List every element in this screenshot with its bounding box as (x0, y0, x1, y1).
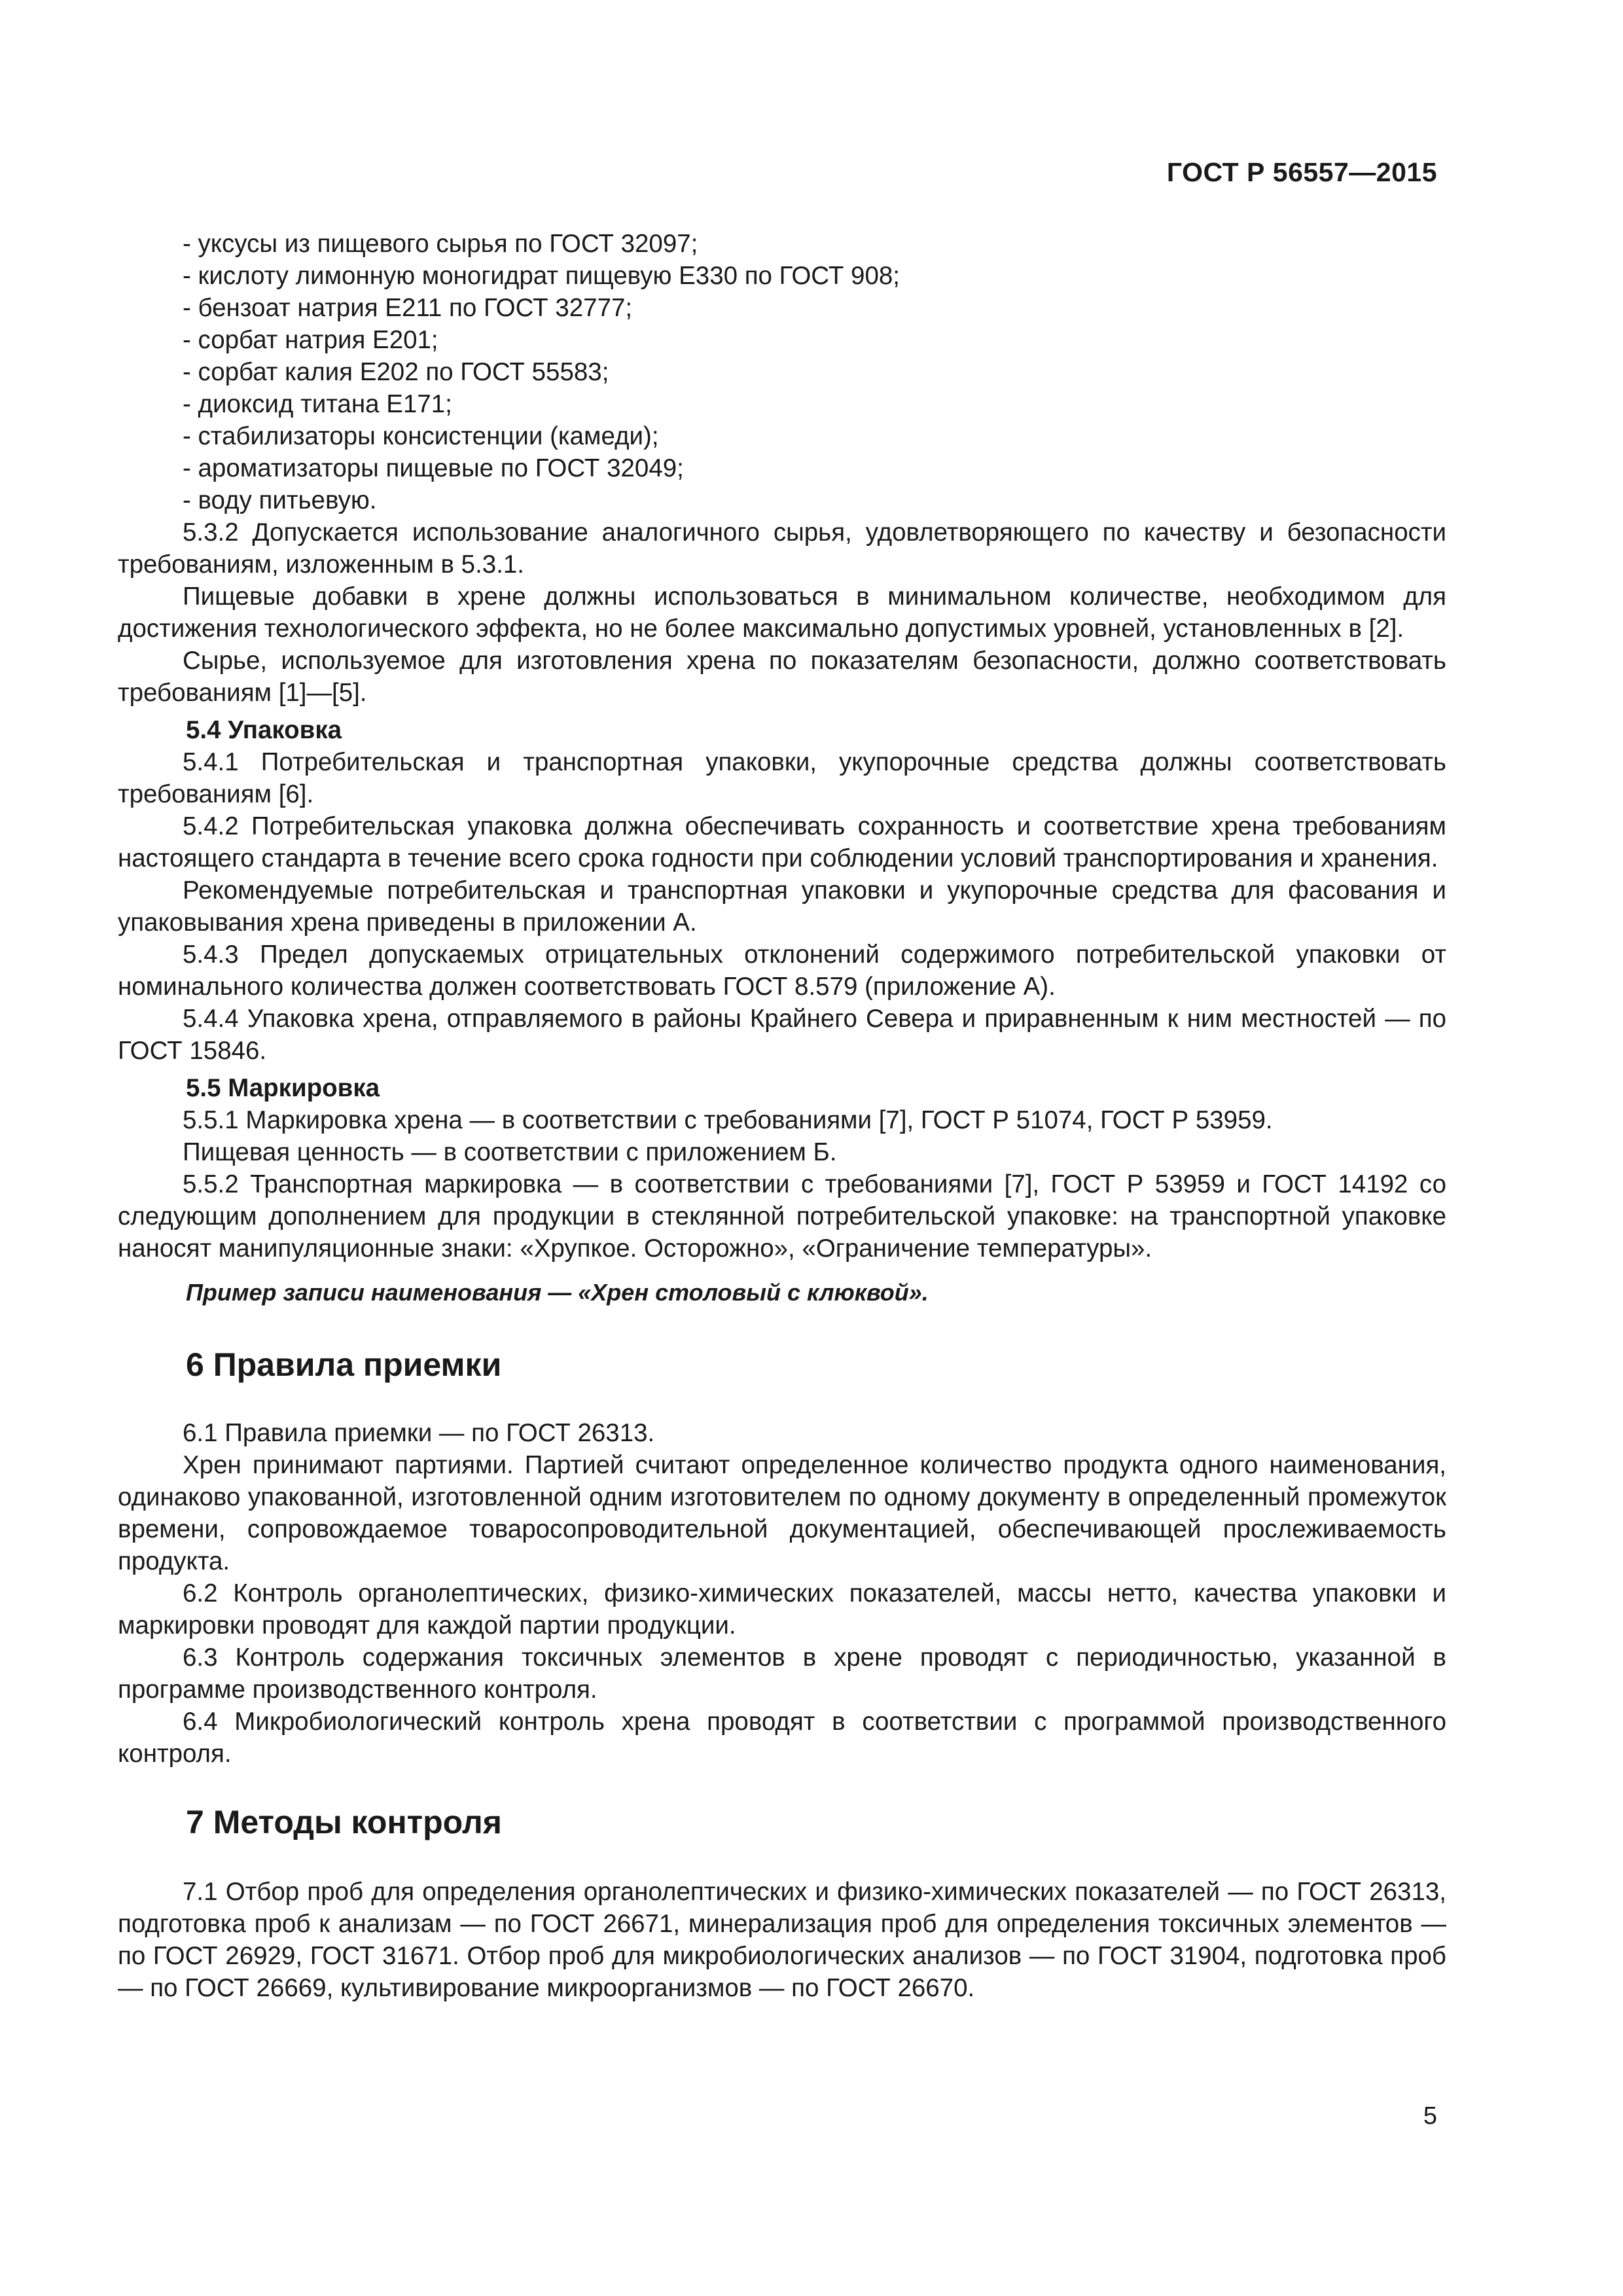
example-note: Пример записи наименования — «Хрен столовый с клюквой». (186, 1279, 929, 1306)
paragraph-recommended-packaging: Рекомендуемые потребительская и транспортная упаковки и укупорочные средства для фасования и упаковывания хрена приведены в приложении А. (118, 876, 1446, 937)
list-item: - уксусы из пищевого сырья по ГОСТ 32097; (183, 230, 698, 258)
list-item: - кислоту лимонную моногидрат пищевую Е330 по ГОСТ 908; (183, 262, 900, 290)
list-item: - диоксид титана Е171; (183, 390, 452, 418)
page-content (118, 228, 1446, 2004)
paragraph-5-4-1: 5.4.1 Потребительская и транспортная упаковки, укупорочные средства должны соответствовать требованиям [6]. (118, 748, 1446, 808)
paragraph-5-5-2: 5.5.2 Транспортная маркировка — в соответствии с требованиями [7], ГОСТ Р 53959 и ГОСТ 14192 со следующим дополнением для продукции в стеклянной потребительской упаковке: на транспортной упаковке наносят манипуляционные знаки: «Хрупкое. Осторожно», «Ограничение температуры». (118, 1170, 1446, 1263)
paragraph-6-4: 6.4 Микробиологический контроль хрена проводят в соответствии с программой производственного контроля. (118, 1708, 1446, 1768)
list-item: - ароматизаторы пищевые по ГОСТ 32049; (183, 454, 684, 482)
paragraph-5-4-3: 5.4.3 Предел допускаемых отрицательных отклонений содержимого потребительской упаковки от номинального количества должен соответствовать ГОСТ 8.579 (приложение А). (118, 941, 1446, 1001)
page-number: 5 (1423, 2102, 1437, 2130)
paragraph-5-4-2: 5.4.2 Потребительская упаковка должна обеспечивать сохранность и соответствие хрена требованиям настоящего стандарта в течение всего срока годности при соблюдении условий транспортирования и хранения. (118, 812, 1446, 872)
list-item: - сорбат натрия Е201; (183, 326, 438, 354)
paragraph-5-4-4: 5.4.4 Упаковка хрена, отправляемого в районы Крайнего Севера и приравненным к ним местностей — по ГОСТ 15846. (118, 1005, 1446, 1065)
subsection-heading-packaging: 5.4 Упаковка (186, 716, 342, 744)
list-item: - сорбат калия Е202 по ГОСТ 55583; (183, 358, 609, 386)
section-title-control-methods: 7 Методы контроля (186, 1804, 502, 1840)
section-title-acceptance-rules: 6 Правила приемки (186, 1346, 502, 1383)
paragraph-5-5-1: 5.5.1 Маркировка хрена — в соответствии с требованиями [7], ГОСТ Р 51074, ГОСТ Р 53959. (183, 1106, 1273, 1134)
paragraph-raw-materials: Сырье, используемое для изготовления хрена по показателям безопасности, должно соответствовать требованиям [1]—[5]. (118, 647, 1446, 707)
list-item: - бензоат натрия Е211 по ГОСТ 32777; (183, 294, 633, 322)
paragraph-6-3: 6.3 Контроль содержания токсичных элементов в хрене проводят с периодичностью, указанной в программе производственного контроля. (118, 1643, 1446, 1704)
paragraph-food-additives: Пищевые добавки в хрене должны использоваться в минимальном количестве, необходимом для достижения технологического эффекта, но не более максимально допустимых уровней, установленных в [2]. (118, 583, 1446, 643)
paragraph-nutrition-value: Пищевая ценность — в соответствии с приложением Б. (183, 1138, 837, 1166)
paragraph-7-1: 7.1 Отбор проб для определения органолептических и физико-химических показателей — по ГОСТ 26313, подготовка проб к анализам — по ГОСТ 26671, минерализация проб для определения токсичных элементов — по ГОСТ 26929, ГОСТ 31671. Отбор проб для микробиологических анализов — по ГОСТ 31904, подготовка проб — по ГОСТ 26669, культивирование микроорганизмов — по ГОСТ 26670. (118, 1878, 1446, 2002)
paragraph-6-1: 6.1 Правила приемки — по ГОСТ 26313. (183, 1419, 655, 1447)
paragraph-6-2: 6.2 Контроль органолептических, физико-химических показателей, массы нетто, качества упаковки и маркировки проводят для каждой партии продукции. (118, 1579, 1446, 1640)
list-item: - воду питьевую. (183, 486, 377, 514)
ingredients-list (118, 228, 1446, 516)
paragraph-batch-definition: Хрен принимают партиями. Партией считают определенное количество продукта одного наименования, одинаково упакованной, изготовленной одним изготовителем по одному документу в определенный промежуток времени, сопровождаемое товаросопроводительной документацией, обеспечивающей прослеживаемость продукта. (118, 1451, 1446, 1575)
document-code: ГОСТ Р 56557—2015 (1166, 157, 1437, 187)
list-item: - стабилизаторы консистенции (камеди); (183, 422, 659, 450)
paragraph-5-3-2: 5.3.2 Допускается использование аналогичного сырья, удовлетворяющего по качеству и безопасности требованиям, изложенным в 5.3.1. (118, 518, 1446, 579)
subsection-heading-marking: 5.5 Маркировка (186, 1074, 380, 1102)
